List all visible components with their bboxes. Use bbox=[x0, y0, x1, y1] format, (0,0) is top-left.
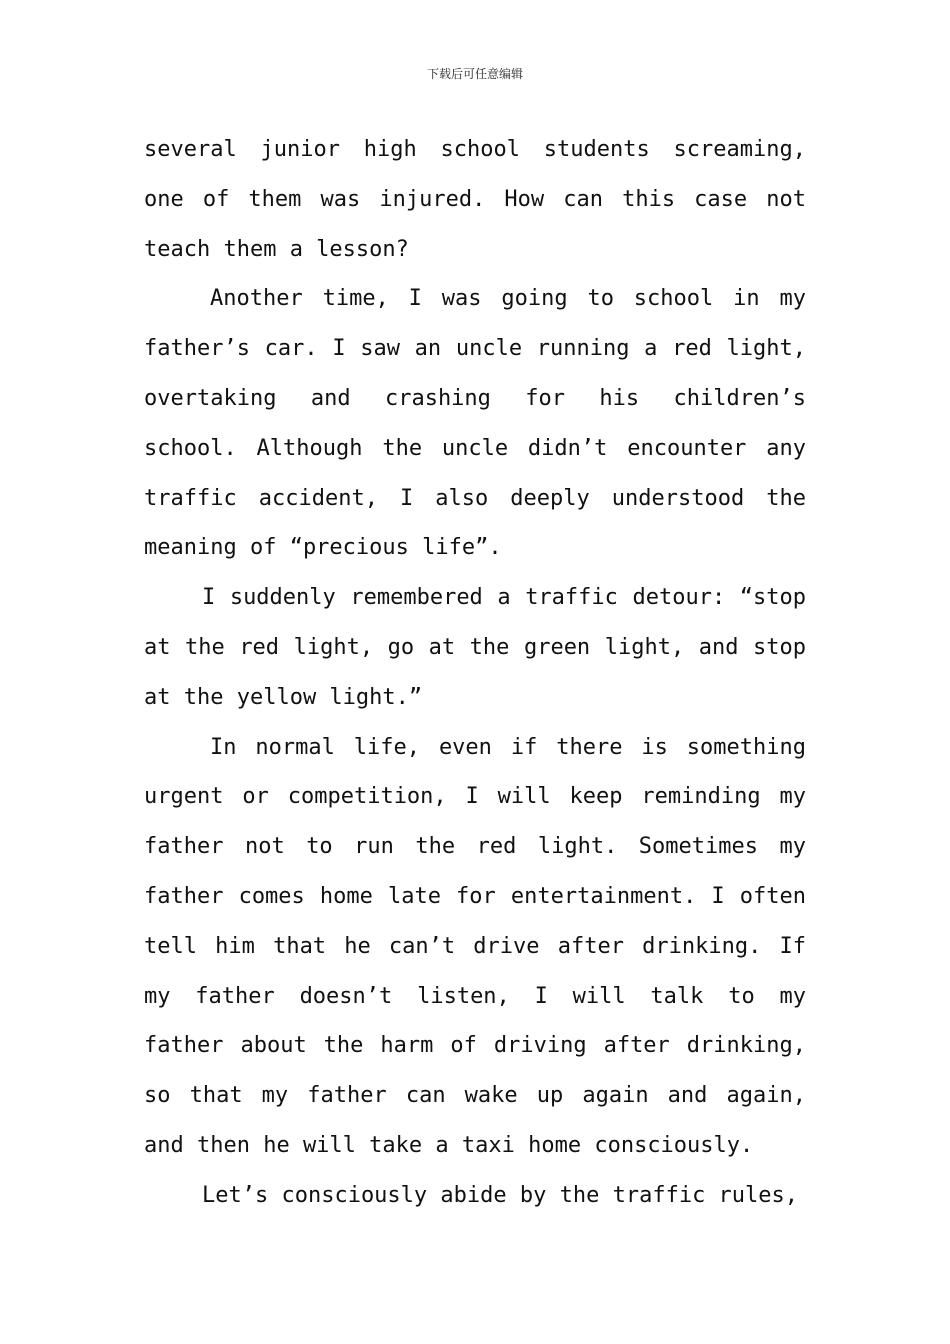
paragraph-4: In normal life, even if there is something urgent or competition, I will keep reminding my father not to run the red light. Sometimes my father comes home late for entertainment. I often tell him that he can’t drive after drinking. If my father doesn’t listen, I will talk to my father about the harm of driving after drinking, so that my father can wake up again and again, and then he will take a taxi home consciously. bbox=[144, 734, 806, 1158]
paragraph-2: Another time, I was going to school in my father’s car. I saw an uncle running a red light, overtaking and crashing for his children’s school. Although the uncle didn’t encounter any traffic accident, I also deeply understood the meaning of “precious life”. bbox=[144, 286, 806, 561]
paragraph-1: several junior high school students screaming, one of them was injured. How can this case not teach them a lesson? bbox=[144, 137, 806, 262]
page-header: 下载后可任意编辑 bbox=[426, 67, 523, 81]
document-body bbox=[144, 125, 806, 1221]
paragraph-5: Let’s consciously abide by the traffic rules, bbox=[202, 1182, 799, 1208]
paragraph-3: I suddenly remembered a traffic detour: “stop at the red light, go at the green light, and stop at the yellow light.” bbox=[144, 585, 806, 710]
